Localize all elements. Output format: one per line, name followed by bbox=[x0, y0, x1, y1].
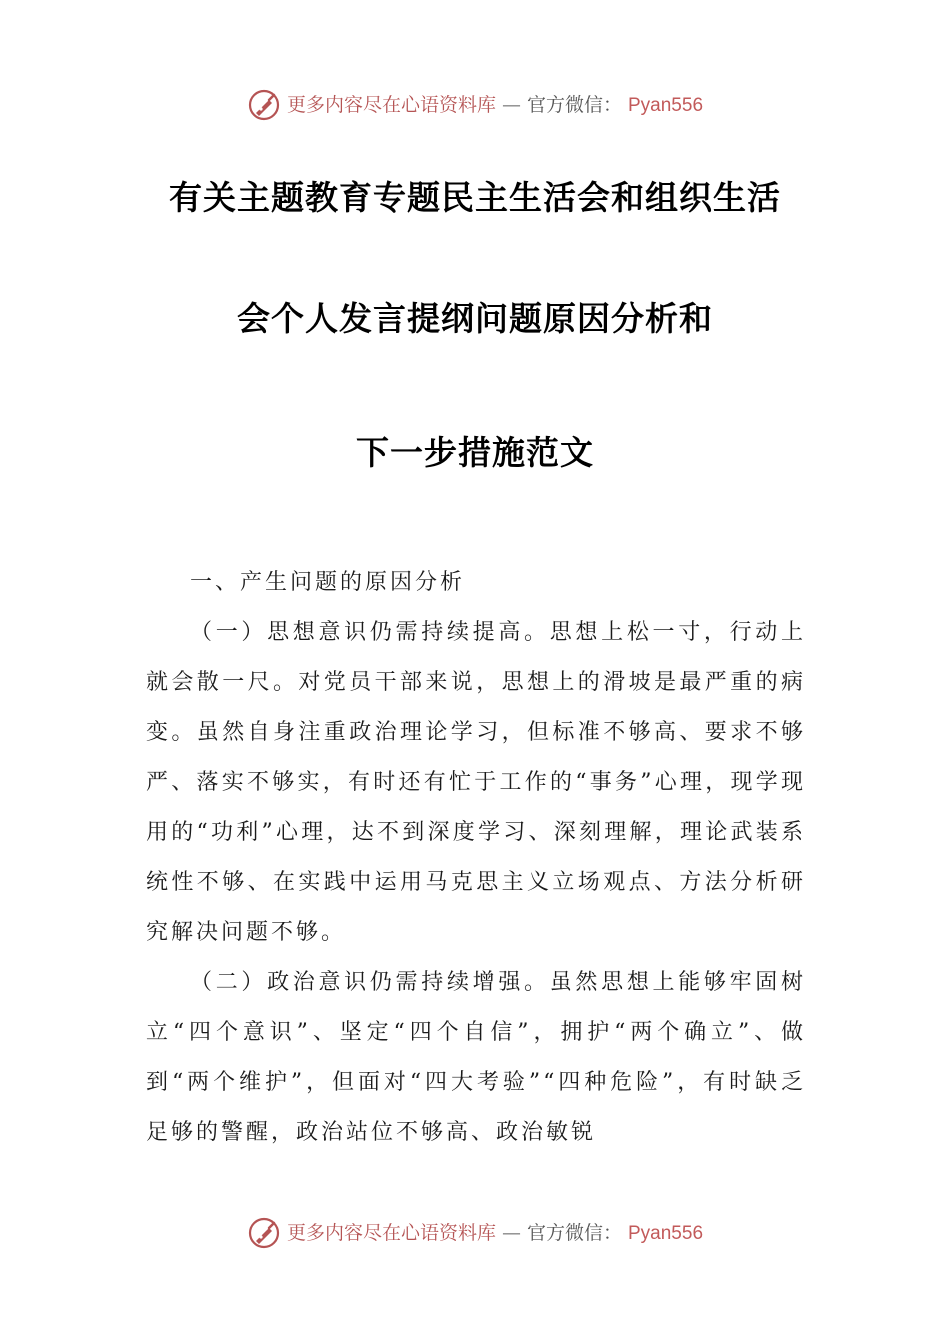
section-heading: 一、产生问题的原因分析 bbox=[190, 570, 466, 595]
watermark-text: 更多内容尽在心语资料库 bbox=[286, 1221, 496, 1244]
document-title-line-1: 有关主题教育专题民主生活会和组织生活 bbox=[169, 178, 781, 217]
footer-watermark bbox=[0, 1216, 950, 1250]
pen-nib-circle-icon bbox=[247, 88, 281, 122]
document-title-line-2: 会个人发言提纲问题原因分析和 bbox=[237, 299, 713, 338]
watermark-account: Pyan556 bbox=[628, 1222, 704, 1244]
document-body bbox=[146, 558, 806, 1158]
pen-nib-circle-icon bbox=[247, 1216, 281, 1250]
watermark-text: 更多内容尽在心语资料库 bbox=[286, 93, 496, 116]
watermark-official-label: 官方微信： bbox=[526, 93, 622, 116]
header-watermark bbox=[0, 88, 950, 122]
watermark-official-label: 官方微信： bbox=[526, 1221, 622, 1244]
paragraph-2: （二）政治意识仍需持续增强。虽然思想上能够牢固树立“四个意识”、坚定“四个自信”，拥护“两个确立”、做到“两个维护”，但面对“四大考验”“四种危险”，有时缺乏足够的警醒，政治站位不够高、政治敏锐 bbox=[146, 970, 806, 1145]
watermark-account: Pyan556 bbox=[628, 94, 704, 116]
watermark-separator: — bbox=[501, 1221, 521, 1244]
document-title-line-3: 下一步措施范文 bbox=[356, 433, 594, 472]
watermark-separator: — bbox=[501, 93, 521, 116]
paragraph-1: （一）思想意识仍需持续提高。思想上松一寸，行动上就会散一尺。对党员干部来说，思想上的滑坡是最严重的病变。虽然自身注重政治理论学习，但标准不够高、要求不够严、落实不够实，有时还有忙于工作的“事务”心理，现学现用的“功利”心理，达不到深度学习、深刻理解，理论武装系统性不够、在实践中运用马克思主义立场观点、方法分析研究解决问题不够。 bbox=[146, 620, 806, 945]
